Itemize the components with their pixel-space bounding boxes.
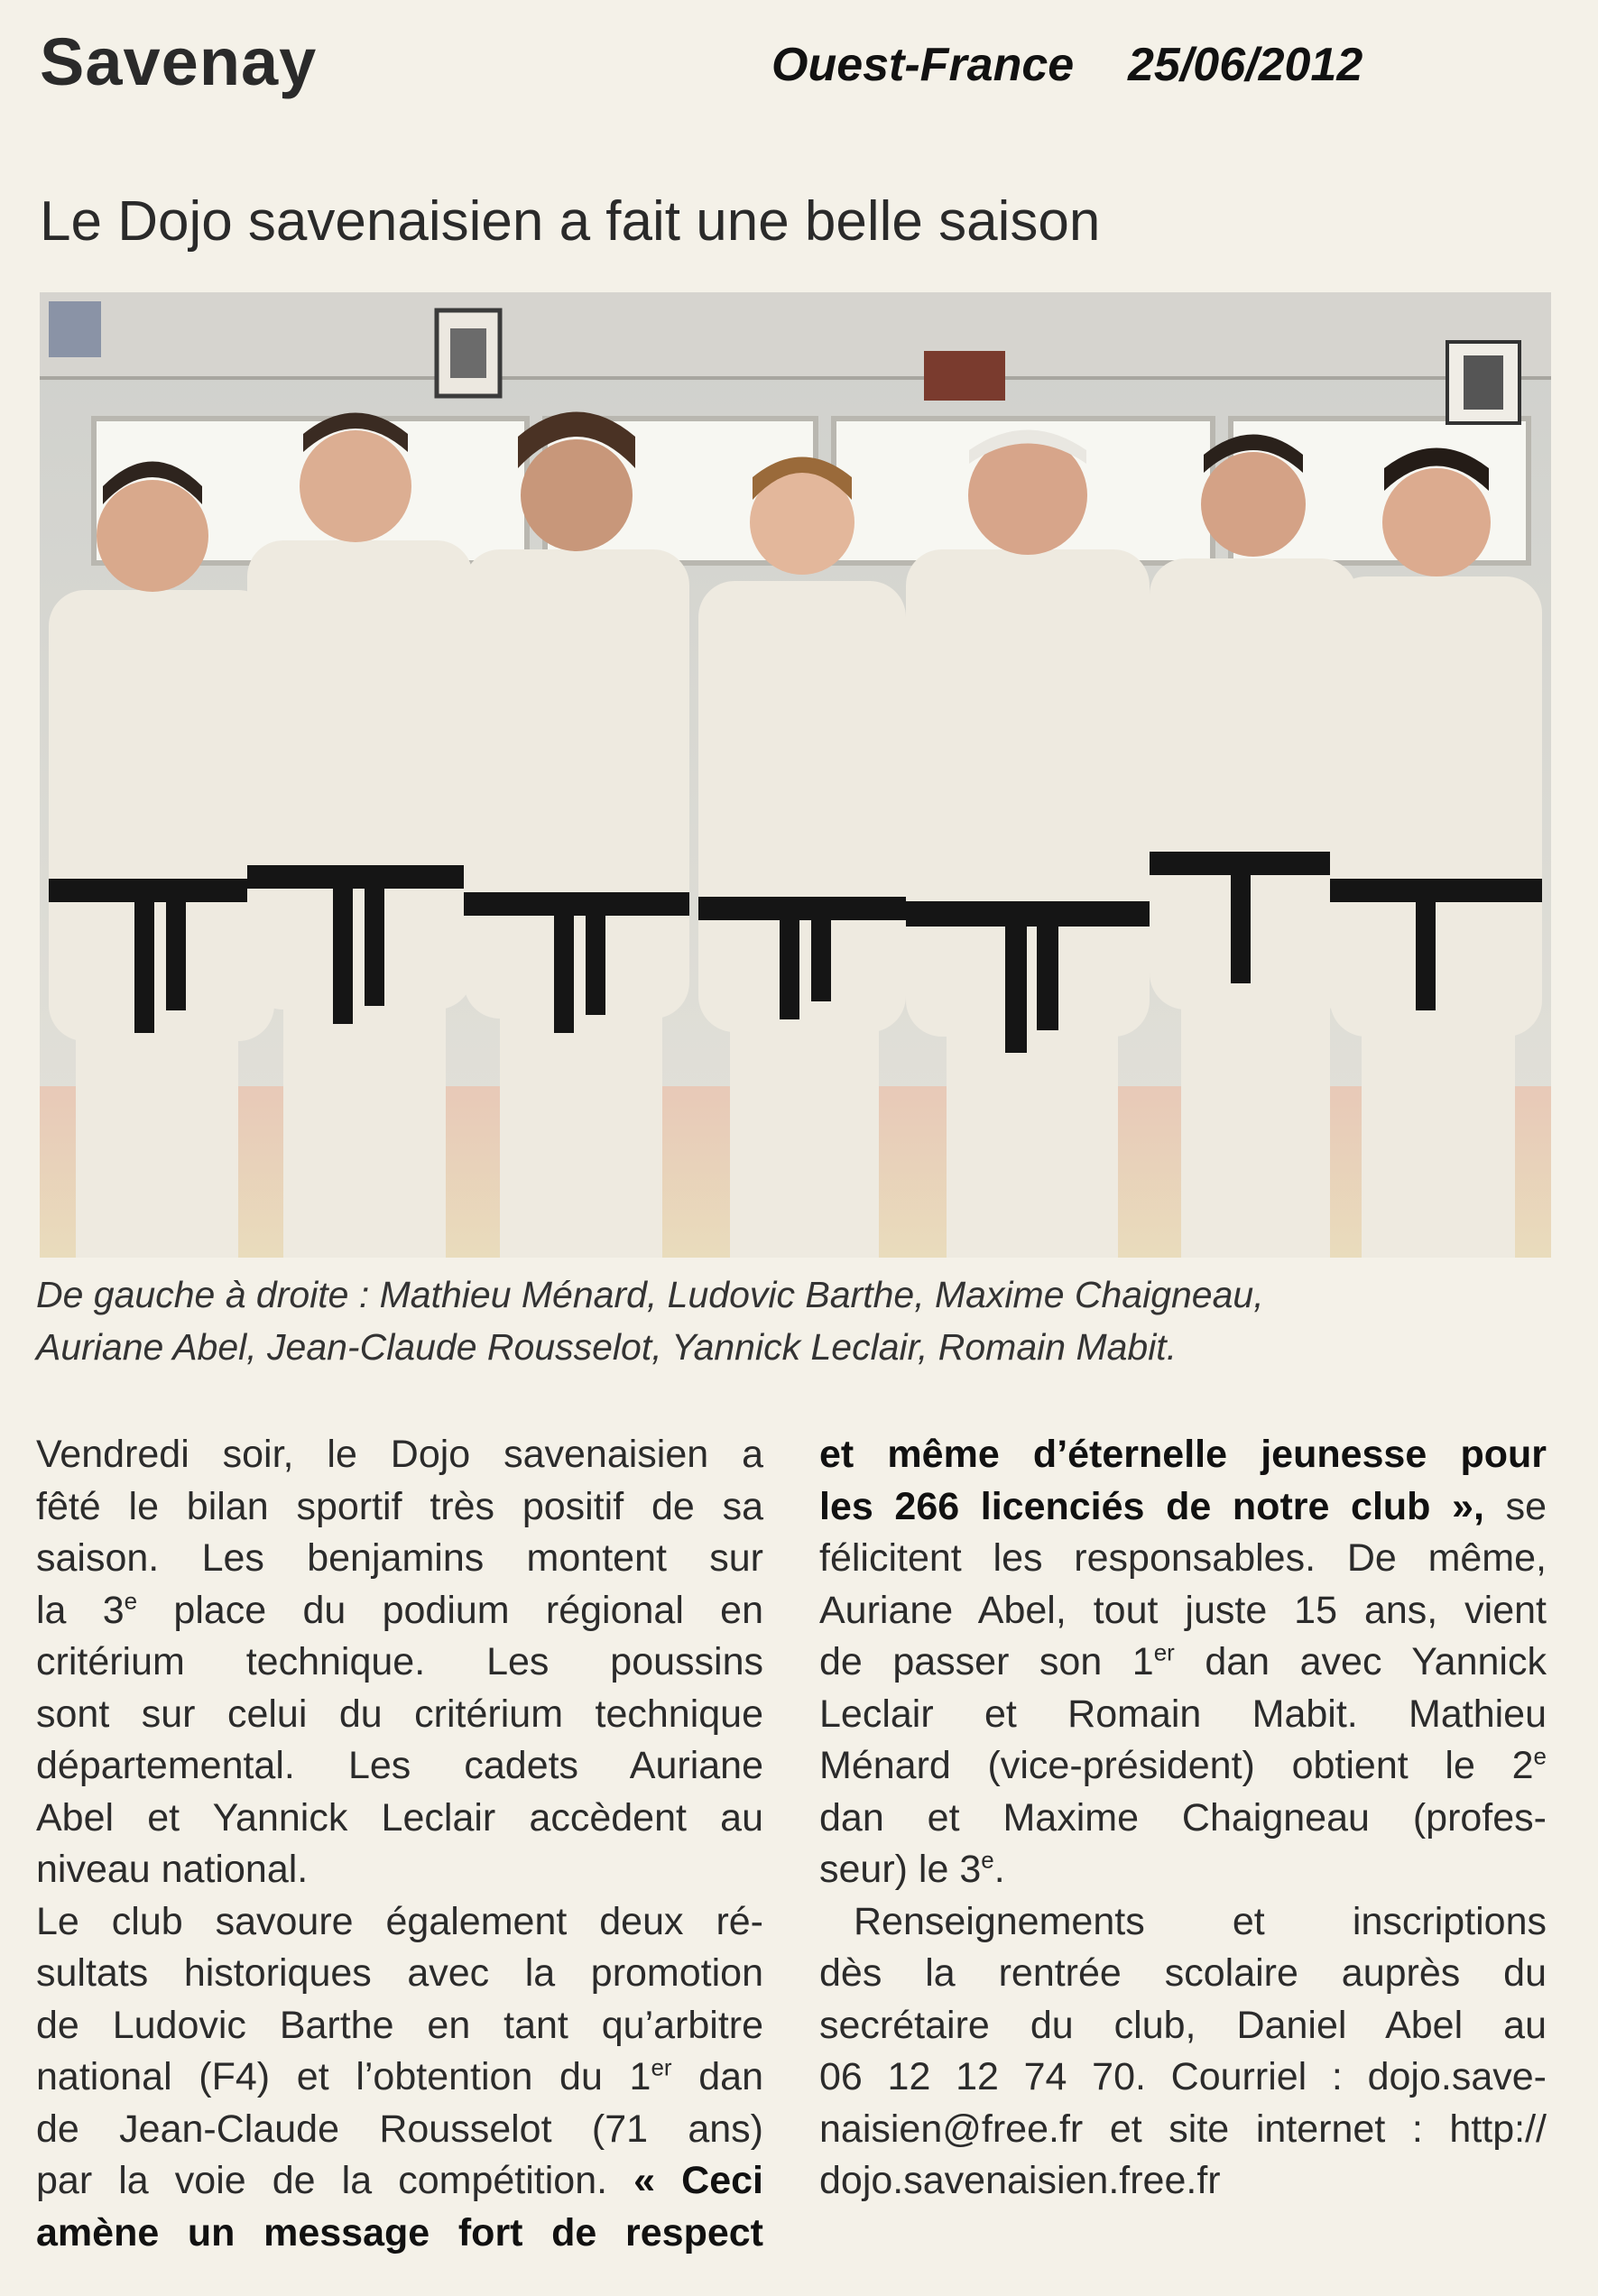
newspaper-name: Ouest-France [771, 39, 1075, 91]
article-headline: Le Dojo savenaisien a fait une belle saison [40, 190, 1101, 253]
text-line: départemental. Les cadets Auriane [36, 1744, 763, 1787]
article-column-right [819, 1429, 1547, 2208]
text-line: de passer son 1er dan avec Yannick [819, 1638, 1547, 1683]
text-line: fêté le bilan sportif très positif de sa [36, 1484, 763, 1528]
text-line: Auriane Abel, tout juste 15 ans, vient [819, 1588, 1547, 1632]
caption-line: Auriane Abel, Jean-Claude Rousselot, Yannick Leclair, Romain Mabit. [36, 1326, 1178, 1368]
text-line: la 3e place du podium régional en [36, 1587, 763, 1632]
text-line: national (F4) et l’obtention du 1er dan [36, 2053, 763, 2098]
text-line: niveau national. [36, 1848, 309, 1891]
text-line: les 266 licenciés de notre club », se [819, 1484, 1547, 1528]
team-photo-illustration [40, 292, 1551, 1258]
text-line: par la voie de la compétition. « Ceci [36, 2159, 763, 2202]
text-line: Leclair et Romain Mabit. Mathieu [819, 1692, 1547, 1736]
article-column-left [36, 1429, 763, 2259]
text-line: félicitent les responsables. De même, [819, 1536, 1547, 1580]
text-line: Le club savoure également deux ré- [36, 1899, 763, 1943]
text-line: naisien@free.fr et site internet : http:// [819, 2107, 1547, 2151]
text-line: de Jean-Claude Rousselot (71 ans) [36, 2107, 763, 2151]
caption-line: De gauche à droite : Mathieu Ménard, Ludovic Barthe, Maxime Chaigneau, [36, 1274, 1264, 1315]
text-line: Ménard (vice-président) obtient le 2e [819, 1742, 1547, 1787]
text-line: et même d’éternelle jeunesse pour [819, 1433, 1547, 1476]
text-line: sultats historiques avec la promotion [36, 1951, 763, 1995]
text-line: 06 12 12 74 70. Courriel : dojo.save- [819, 2055, 1547, 2098]
publication-date: 25/06/2012 [1128, 39, 1363, 91]
text-line: dojo.savenaisien.free.fr [819, 2159, 1221, 2202]
text-line: saison. Les benjamins montent sur [36, 1536, 763, 1580]
photo-caption [36, 1268, 1534, 1373]
text-line: seur) le 3e. [819, 1846, 1005, 1891]
text-line: de Ludovic Barthe en tant qu’arbitre [36, 2003, 763, 2047]
team-photo [40, 292, 1551, 1258]
text-line: amène un message fort de respect [36, 2210, 763, 2255]
text-line: dan et Maxime Chaigneau (profes- [819, 1795, 1547, 1840]
text-line: critérium technique. Les poussins [36, 1640, 763, 1683]
text-line: Abel et Yannick Leclair accèdent au [36, 1795, 763, 1840]
text-line: sont sur celui du critérium technique [36, 1692, 763, 1736]
text-line: Vendredi soir, le Dojo savenaisien a [36, 1433, 763, 1476]
section-town-title: Savenay [40, 24, 318, 99]
text-line: Renseignements et inscriptions [854, 1899, 1547, 1943]
text-line: secrétaire du club, Daniel Abel au [819, 2003, 1547, 2047]
text-line: dès la rentrée scolaire auprès du [819, 1951, 1547, 1995]
